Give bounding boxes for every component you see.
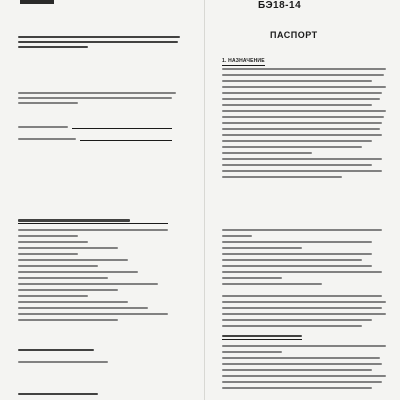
model-number: БЭ18-14 [258, 0, 302, 11]
section-title-purpose: 1. НАЗНАЧЕНИЕ [222, 58, 265, 64]
document-title: ПАСПОРТ [270, 30, 318, 40]
cropped-header-text [20, 0, 54, 4]
column-divider [204, 0, 205, 400]
